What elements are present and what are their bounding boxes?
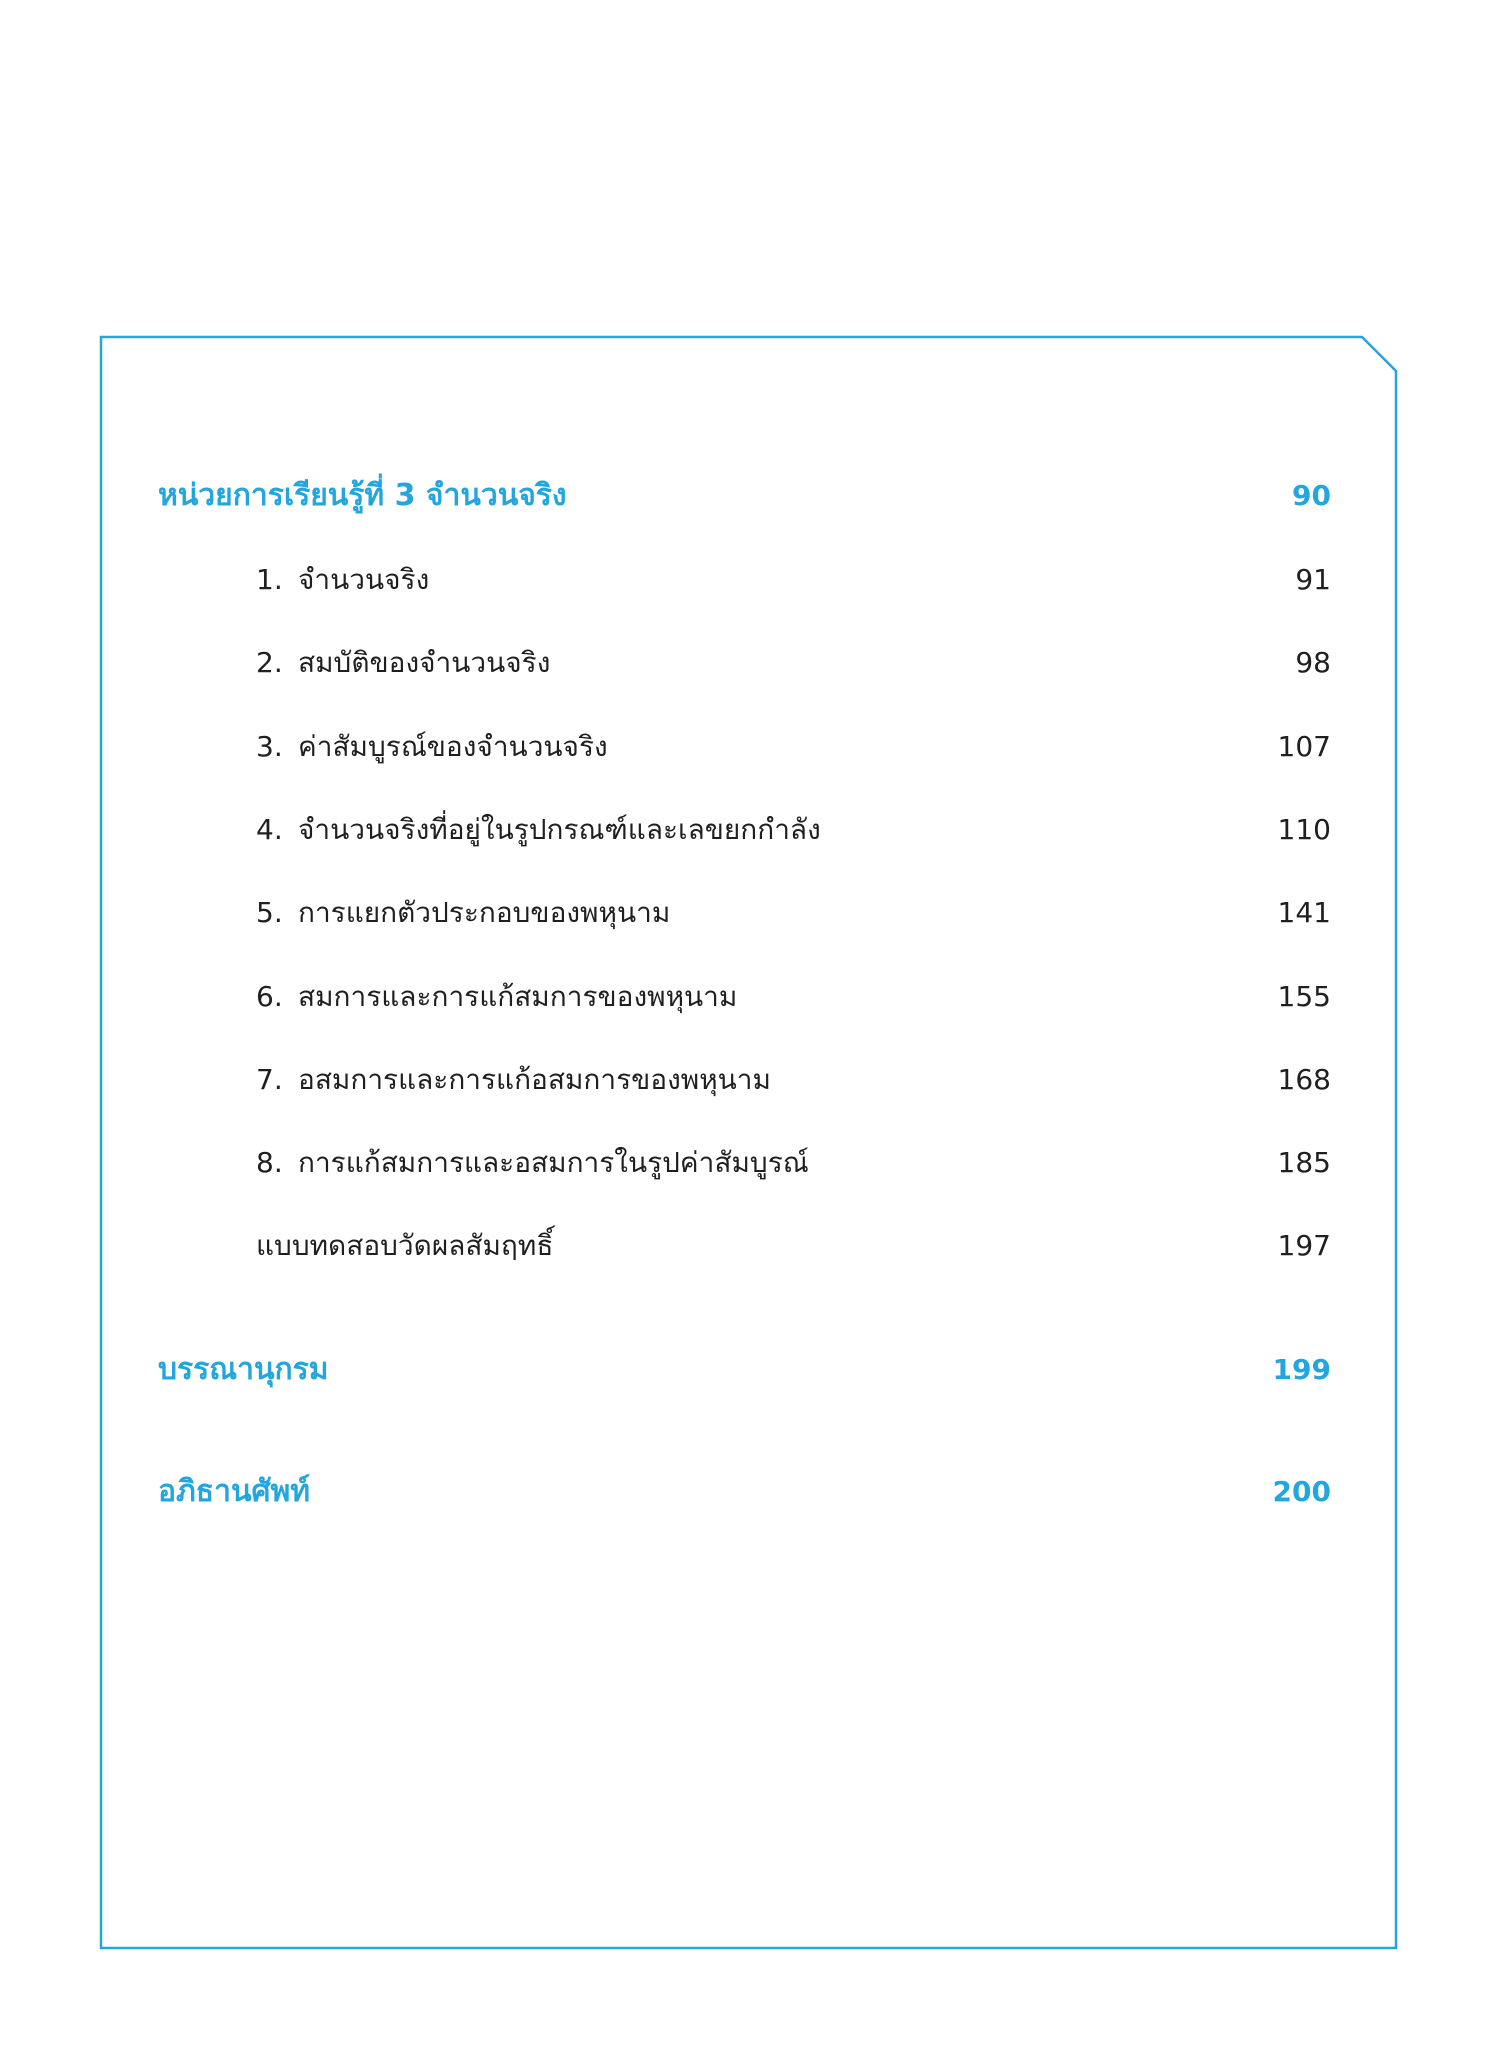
toc-item-assessment[interactable]	[0, 1216, 1496, 1276]
toc-item-number: 3.	[256, 730, 283, 763]
toc-item-page: 110	[1277, 813, 1331, 846]
toc-item-number: 7.	[256, 1063, 283, 1096]
toc-unit-heading[interactable]	[0, 466, 1496, 526]
toc-item-title: จำนวนจริงที่อยู่ในรูปกรณฑ์และเลขยกกำลัง	[298, 813, 821, 846]
toc-item-page: 168	[1277, 1063, 1331, 1096]
toc-item-page: 141	[1277, 896, 1331, 929]
assessment-page: 197	[1277, 1229, 1331, 1262]
toc-item-4[interactable]	[0, 800, 1496, 860]
toc-item-label	[256, 800, 821, 860]
toc-item-number: 4.	[256, 813, 283, 846]
toc-item-7[interactable]	[0, 1050, 1496, 1110]
toc-item-label	[256, 883, 670, 943]
unit-heading-title: หน่วยการเรียนรู้ที่ 3 จำนวนจริง	[158, 478, 567, 513]
toc-item-8[interactable]	[0, 1133, 1496, 1193]
toc-glossary[interactable]	[0, 1462, 1496, 1522]
bibliography-page: 199	[1272, 1353, 1331, 1386]
toc-item-number: 1.	[256, 563, 283, 596]
toc-item-page: 91	[1295, 563, 1331, 596]
glossary-title: อภิธานศัพท์	[158, 1474, 311, 1509]
toc-item-title: การแยกตัวประกอบของพหุนาม	[298, 896, 671, 929]
toc-item-title: การแก้สมการและอสมการในรูปค่าสัมบูรณ์	[298, 1146, 809, 1179]
toc-item-page: 155	[1277, 980, 1331, 1013]
toc-item-label	[256, 1050, 771, 1110]
unit-heading-page: 90	[1292, 479, 1331, 512]
toc-item-title: ค่าสัมบูรณ์ของจำนวนจริง	[298, 730, 608, 763]
toc-item-label	[256, 717, 608, 777]
bibliography-title: บรรณานุกรม	[158, 1352, 329, 1387]
toc-item-label	[256, 633, 550, 693]
toc-item-title: สมบัติของจำนวนจริง	[298, 646, 551, 679]
toc-item-title: จำนวนจริง	[298, 563, 430, 596]
toc-item-number: 2.	[256, 646, 283, 679]
toc-item-page: 98	[1295, 646, 1331, 679]
toc-item-number: 6.	[256, 980, 283, 1013]
toc-item-title: สมการและการแก้สมการของพหุนาม	[298, 980, 738, 1013]
toc-item-page: 185	[1277, 1146, 1331, 1179]
toc-item-6[interactable]	[0, 967, 1496, 1027]
toc-item-3[interactable]	[0, 717, 1496, 777]
toc-item-label	[256, 967, 737, 1027]
toc-item-label	[256, 550, 429, 610]
toc-item-page: 107	[1277, 730, 1331, 763]
toc-item-label	[256, 1133, 809, 1193]
toc-item-2[interactable]	[0, 633, 1496, 693]
toc-item-title: อสมการและการแก้อสมการของพหุนาม	[298, 1063, 771, 1096]
toc-item-1[interactable]	[0, 550, 1496, 610]
toc-item-number: 8.	[256, 1146, 283, 1179]
assessment-title: แบบทดสอบวัดผลสัมฤทธิ์	[256, 1229, 554, 1262]
toc-item-number: 5.	[256, 896, 283, 929]
glossary-page: 200	[1272, 1475, 1331, 1508]
toc-item-5[interactable]	[0, 883, 1496, 943]
toc-bibliography[interactable]	[0, 1340, 1496, 1400]
